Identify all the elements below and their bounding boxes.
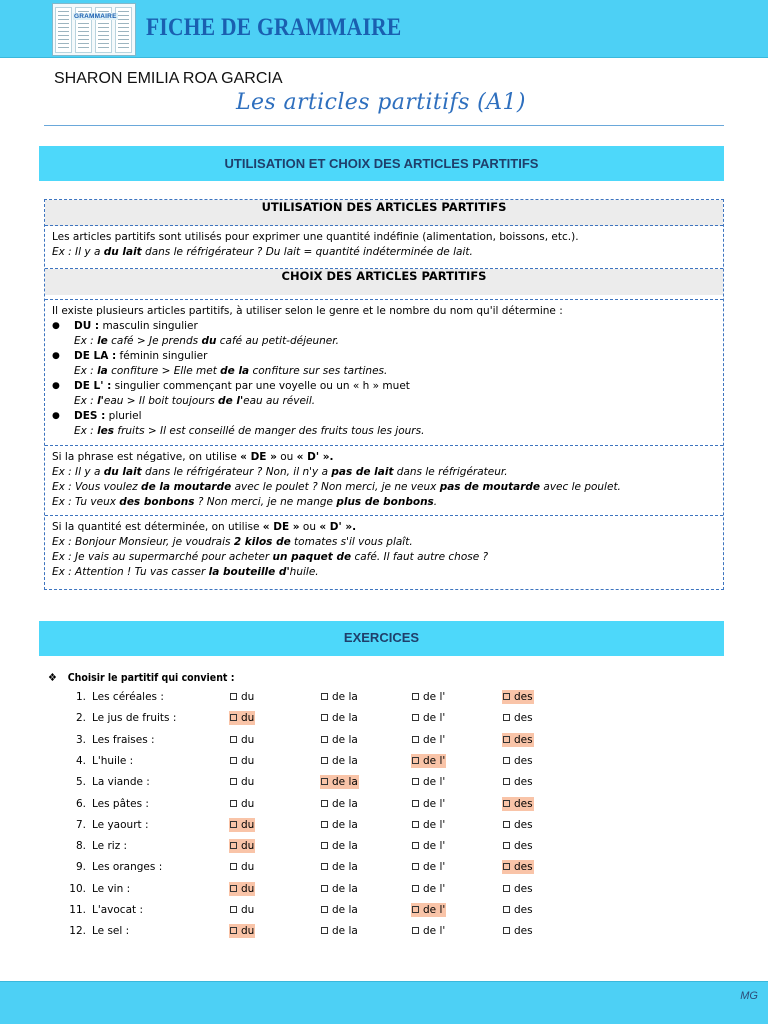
exercise-label: Le vin :	[92, 882, 131, 895]
checkbox-square-icon	[321, 821, 328, 828]
option-label: des	[514, 691, 533, 703]
footer-initials: MG	[740, 990, 758, 1002]
checkbox-square-icon	[321, 842, 328, 849]
checkbox-square-icon	[230, 906, 237, 913]
exercise-label: Les céréales :	[92, 691, 164, 703]
option-label: du	[241, 882, 255, 895]
option-checkbox[interactable]	[411, 690, 446, 704]
option-checkbox[interactable]	[502, 711, 534, 725]
author-name: SHARON EMILIA ROA GARCIA	[54, 70, 283, 87]
option-checkbox[interactable]	[320, 882, 359, 896]
option-label: de la	[332, 797, 358, 810]
option-checkbox[interactable]	[229, 839, 255, 853]
option-checkbox[interactable]	[411, 839, 446, 853]
checkbox-square-icon	[503, 757, 510, 764]
option-checkbox[interactable]	[502, 860, 534, 874]
checkbox-square-icon	[503, 927, 510, 934]
checkbox-square-icon	[230, 736, 237, 743]
option-label: de l'	[423, 797, 446, 810]
option-label: de la	[332, 776, 358, 789]
checkbox-square-icon	[503, 885, 510, 892]
option-checkbox[interactable]	[229, 690, 255, 704]
option-checkbox[interactable]	[320, 754, 359, 768]
exercise-instruction: ❖ Choisir le partitif qui convient :	[48, 671, 235, 684]
diamond-bullet-icon: ❖	[48, 671, 57, 684]
article-item-des: ● DES : pluriel	[52, 410, 142, 422]
checkbox-square-icon	[230, 778, 237, 785]
exercise-number: 9.	[75, 861, 86, 874]
section-band-utilisation: UTILISATION ET CHOIX DES ARTICLES PARTITIFS	[39, 146, 724, 181]
exercise-label: Le yaourt :	[92, 818, 149, 831]
option-checkbox[interactable]	[502, 839, 534, 853]
checkbox-square-icon	[503, 778, 510, 785]
option-label: de l'	[423, 733, 446, 746]
option-label: des	[514, 733, 533, 746]
exercise-row	[0, 688, 768, 706]
option-label: de la	[332, 754, 358, 767]
heading-utilisation: UTILISATION DES ARTICLES PARTITIFS	[45, 200, 723, 226]
option-label: des	[514, 818, 533, 831]
determined-section	[45, 515, 723, 589]
option-label: de l'	[423, 925, 446, 938]
exercise-number: 6.	[75, 797, 86, 810]
option-label: du	[241, 818, 255, 831]
negative-example-2: Ex : Vous voulez de la moutarde avec le poulet ? Non merci, je ne veux pas de moutarde avec le poulet.	[52, 481, 621, 493]
option-label: des	[514, 712, 533, 725]
checkbox-square-icon	[503, 863, 510, 870]
article-example-de-la: Ex : la confiture > Elle met de la confiture sur ses tartines.	[74, 365, 388, 377]
option-checkbox[interactable]	[411, 754, 446, 768]
option-checkbox[interactable]	[411, 733, 446, 747]
option-checkbox[interactable]	[502, 903, 534, 917]
exercise-number: 1.	[75, 691, 86, 703]
option-checkbox[interactable]	[411, 797, 446, 811]
option-checkbox[interactable]	[320, 711, 359, 725]
checkbox-square-icon	[503, 842, 510, 849]
logo-text: GRAMMAIRE	[74, 13, 117, 20]
option-label: du	[241, 733, 255, 746]
exercise-row	[0, 922, 768, 940]
exercise-row	[0, 752, 768, 770]
option-label: de la	[332, 840, 358, 853]
exercise-number: 4.	[75, 754, 86, 767]
option-checkbox[interactable]	[502, 797, 534, 811]
exercise-row	[0, 837, 768, 855]
option-label: des	[514, 861, 533, 874]
option-label: de l'	[423, 818, 446, 831]
option-label: du	[241, 712, 255, 725]
option-label: de l'	[423, 840, 446, 853]
option-checkbox[interactable]	[229, 903, 255, 917]
option-checkbox[interactable]	[229, 818, 255, 832]
determined-example-3: Ex : Attention ! Tu vas casser la bouteille d'huile.	[52, 566, 319, 578]
determined-example-2: Ex : Je vais au supermarché pour acheter un paquet de café. Il faut autre chose ?	[52, 551, 489, 563]
option-checkbox[interactable]	[320, 797, 359, 811]
title-divider	[44, 125, 724, 126]
option-label: du	[241, 797, 255, 810]
footer-band	[0, 981, 768, 1024]
checkbox-square-icon	[503, 714, 510, 721]
option-checkbox[interactable]	[229, 754, 255, 768]
checkbox-square-icon	[412, 778, 419, 785]
exercise-number: 10.	[69, 882, 86, 895]
checkbox-square-icon	[321, 714, 328, 721]
heading-choix: CHOIX DES ARTICLES PARTITIFS	[45, 269, 723, 295]
checkbox-square-icon	[230, 757, 237, 764]
exercise-label: Le riz :	[92, 840, 128, 853]
option-checkbox[interactable]	[320, 818, 359, 832]
option-label: du	[241, 904, 255, 916]
exercise-row	[0, 858, 768, 876]
checkbox-square-icon	[321, 778, 328, 785]
checkbox-square-icon	[230, 714, 237, 721]
option-label: de l'	[423, 861, 446, 874]
checkbox-square-icon	[230, 863, 237, 870]
checkbox-square-icon	[503, 800, 510, 807]
exercise-row	[0, 709, 768, 727]
article-item-de-l: ● DE L' : singulier commençant par une voyelle ou un « h » muet	[52, 380, 410, 392]
choix-intro: Il existe plusieurs articles partitifs, à utiliser selon le genre et le nombre du nom qu'il détermine :	[52, 305, 563, 317]
exercise-label: L'huile :	[92, 754, 134, 767]
option-label: de la	[332, 691, 358, 703]
exercise-row	[0, 795, 768, 813]
worksheet-thumbnail-logo	[52, 3, 136, 56]
checkbox-square-icon	[321, 800, 328, 807]
option-label: du	[241, 776, 255, 789]
checkbox-square-icon	[321, 906, 328, 913]
option-checkbox[interactable]	[502, 924, 534, 938]
option-label: de la	[332, 818, 358, 831]
option-checkbox[interactable]	[411, 711, 446, 725]
checkbox-square-icon	[230, 927, 237, 934]
checkbox-square-icon	[412, 863, 419, 870]
negative-example-3: Ex : Tu veux des bonbons ? Non merci, je ne mange plus de bonbons.	[52, 496, 438, 508]
option-label: des	[514, 776, 533, 789]
page-header-title: FICHE DE GRAMMAIRE	[146, 14, 402, 41]
option-checkbox[interactable]	[229, 733, 255, 747]
option-checkbox[interactable]	[320, 775, 359, 789]
article-example-des: Ex : les fruits > Il est conseillé de manger des fruits tous les jours.	[74, 425, 425, 437]
option-label: du	[241, 691, 255, 703]
determined-intro: Si la quantité est déterminée, on utilise « DE » ou « D' ».	[52, 521, 357, 533]
exercise-label: Les pâtes :	[92, 797, 149, 810]
exercise-number: 3.	[75, 733, 86, 746]
option-checkbox[interactable]	[320, 839, 359, 853]
exercise-row	[0, 816, 768, 834]
checkbox-square-icon	[412, 906, 419, 913]
checkbox-square-icon	[412, 714, 419, 721]
option-checkbox[interactable]	[229, 797, 255, 811]
exercise-number: 7.	[75, 818, 86, 831]
option-checkbox[interactable]	[502, 733, 534, 747]
checkbox-square-icon	[412, 821, 419, 828]
checkbox-square-icon	[230, 885, 237, 892]
checkbox-square-icon	[321, 927, 328, 934]
option-label: des	[514, 882, 533, 895]
option-label: de l'	[423, 691, 446, 703]
exercise-row	[0, 773, 768, 791]
determined-example-1: Ex : Bonjour Monsieur, je voudrais 2 kilos de tomates s'il vous plaît.	[52, 536, 413, 548]
checkbox-square-icon	[230, 800, 237, 807]
checkbox-square-icon	[412, 885, 419, 892]
option-checkbox[interactable]	[502, 754, 534, 768]
exercise-label: Le sel :	[92, 925, 130, 938]
option-checkbox[interactable]	[229, 860, 255, 874]
option-label: de la	[332, 861, 358, 874]
utilisation-section	[45, 230, 723, 269]
article-example-du: Ex : le café > Je prends du café au petit-déjeuner.	[74, 335, 339, 347]
checkbox-square-icon	[230, 821, 237, 828]
checkbox-square-icon	[321, 885, 328, 892]
exercise-number: 2.	[75, 712, 86, 725]
article-example-de-l: Ex : l'eau > Il boit toujours de l'eau au réveil.	[74, 395, 316, 407]
option-checkbox[interactable]	[320, 903, 359, 917]
negative-example-1: Ex : Il y a du lait dans le réfrigérateur ? Non, il n'y a pas de lait dans le réfrigérateur.	[52, 466, 508, 478]
option-label: de la	[332, 904, 358, 916]
option-checkbox[interactable]	[502, 690, 534, 704]
option-label: de l'	[423, 754, 446, 767]
exercise-number: 5.	[75, 776, 86, 789]
option-checkbox[interactable]	[320, 860, 359, 874]
exercise-label: Les oranges :	[92, 861, 163, 874]
document-title: Les articles partitifs (A1)	[236, 90, 526, 115]
checkbox-square-icon	[321, 863, 328, 870]
option-checkbox[interactable]	[320, 733, 359, 747]
option-label: de l'	[423, 776, 446, 789]
negative-section	[45, 445, 723, 515]
checkbox-square-icon	[503, 821, 510, 828]
exercise-row	[0, 901, 768, 919]
exercise-row	[0, 880, 768, 898]
option-checkbox[interactable]	[229, 882, 255, 896]
checkbox-square-icon	[321, 693, 328, 700]
option-label: des	[514, 904, 533, 916]
checkbox-square-icon	[412, 927, 419, 934]
article-item-de-la: ● DE LA : féminin singulier	[52, 350, 208, 362]
exercise-label: L'avocat :	[92, 904, 144, 916]
option-label: de la	[332, 733, 358, 746]
checkbox-square-icon	[412, 693, 419, 700]
option-label: de l'	[423, 904, 446, 916]
option-label: des	[514, 797, 533, 810]
exercise-label: Le jus de fruits :	[92, 712, 177, 725]
checkbox-square-icon	[412, 736, 419, 743]
checkbox-square-icon	[230, 842, 237, 849]
checkbox-square-icon	[412, 842, 419, 849]
option-checkbox[interactable]	[229, 924, 255, 938]
option-label: de la	[332, 882, 358, 895]
option-checkbox[interactable]	[320, 690, 359, 704]
checkbox-square-icon	[412, 800, 419, 807]
utilisation-text: Les articles partitifs sont utilisés pour exprimer une quantité indéfinie (alimentation, boissons, etc.).	[52, 231, 579, 243]
exercise-number: 8.	[75, 840, 86, 853]
option-checkbox[interactable]	[411, 924, 446, 938]
section-band-exercices: EXERCICES	[39, 621, 724, 656]
option-label: de l'	[423, 882, 446, 895]
option-label: de l'	[423, 712, 446, 725]
option-checkbox[interactable]	[411, 903, 446, 917]
exercise-label: Les fraises :	[92, 733, 155, 746]
grammar-box	[44, 199, 724, 590]
option-checkbox[interactable]	[502, 775, 534, 789]
option-label: des	[514, 754, 533, 767]
checkbox-square-icon	[412, 757, 419, 764]
option-label: de la	[332, 925, 358, 938]
option-checkbox[interactable]	[229, 775, 255, 789]
option-label: du	[241, 754, 255, 767]
exercise-row	[0, 731, 768, 749]
checkbox-square-icon	[230, 693, 237, 700]
option-label: du	[241, 861, 255, 874]
exercise-number: 11.	[69, 904, 86, 916]
negative-intro: Si la phrase est négative, on utilise « DE » ou « D' ».	[52, 451, 334, 463]
checkbox-square-icon	[503, 906, 510, 913]
option-checkbox[interactable]	[411, 882, 446, 896]
option-checkbox[interactable]	[411, 818, 446, 832]
checkbox-square-icon	[321, 736, 328, 743]
option-checkbox[interactable]	[502, 882, 534, 896]
option-checkbox[interactable]	[229, 711, 255, 725]
option-checkbox[interactable]	[320, 924, 359, 938]
option-checkbox[interactable]	[502, 818, 534, 832]
header-band	[0, 0, 768, 58]
option-label: de la	[332, 712, 358, 725]
exercise-number: 12.	[69, 925, 86, 938]
article-item-du: ● DU : masculin singulier	[52, 320, 198, 332]
option-label: des	[514, 925, 533, 938]
checkbox-square-icon	[321, 757, 328, 764]
utilisation-example: Ex : Il y a du lait dans le réfrigérateur ? Du lait = quantité indéterminée de lait.	[52, 246, 473, 258]
option-label: des	[514, 840, 533, 853]
option-label: du	[241, 925, 255, 938]
checkbox-square-icon	[503, 736, 510, 743]
option-checkbox[interactable]	[411, 775, 446, 789]
option-label: du	[241, 840, 255, 853]
exercise-label: La viande :	[92, 776, 150, 789]
checkbox-square-icon	[503, 693, 510, 700]
option-checkbox[interactable]	[411, 860, 446, 874]
choix-section	[45, 299, 723, 445]
